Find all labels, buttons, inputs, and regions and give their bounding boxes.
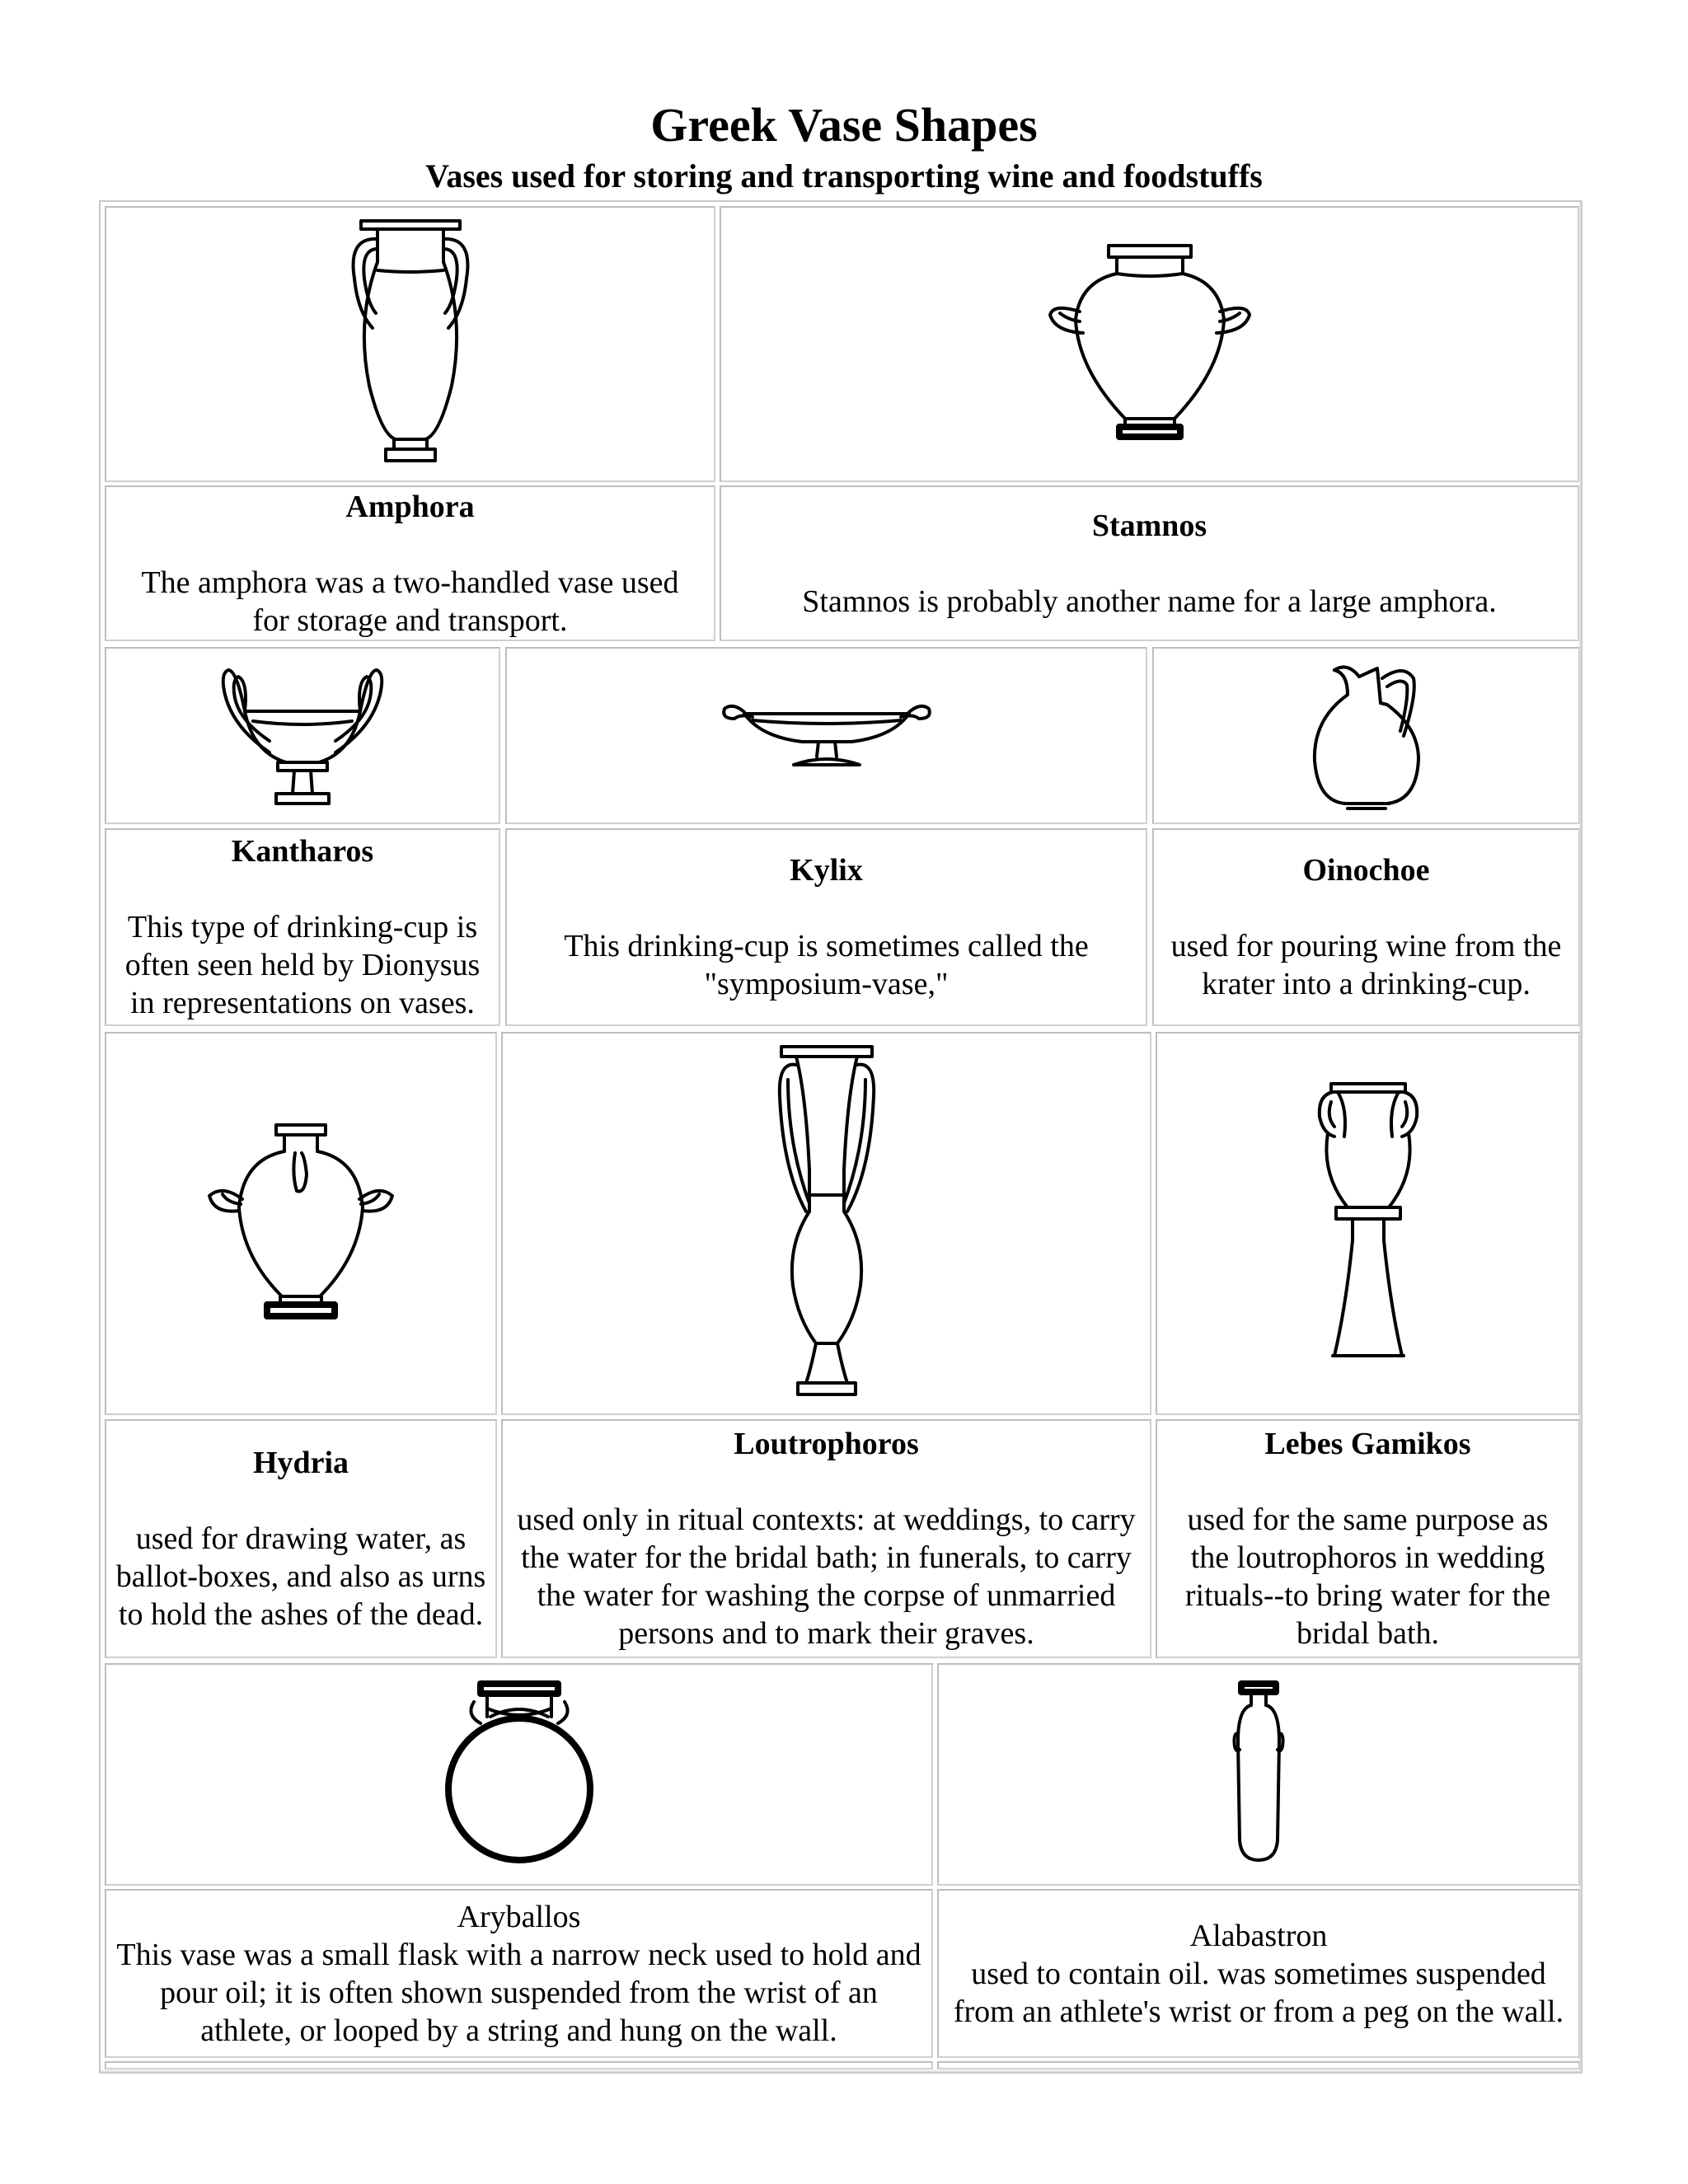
aryballos-text-cell: [105, 1889, 933, 2058]
kylix-image-cell: [505, 647, 1147, 824]
vase-description: Stamnos is probably another name for a large amphora.: [802, 583, 1497, 619]
lebes-gamikos-text-cell: [1156, 1419, 1580, 1658]
loutrophoros-image-cell: [501, 1032, 1151, 1415]
vase-description: used for pouring wine from the krater into a drinking-cup.: [1170, 929, 1562, 1001]
oinochoe-drawing: [1305, 662, 1428, 810]
hydria-drawing: [206, 1125, 396, 1323]
vase-name: Amphora: [345, 489, 475, 524]
vase-description: used for the same purpose as the loutrophoros in wedding rituals--to bring water for the bridal bath.: [1184, 1502, 1551, 1651]
amphora-drawing: [345, 221, 476, 468]
alabastron-drawing: [1230, 1684, 1287, 1865]
vase-name: Loutrophoros: [734, 1427, 919, 1461]
vase-name: Kantharos: [231, 834, 374, 869]
lebes-gamikos-drawing: [1315, 1084, 1422, 1364]
vase-name: Stamnos: [1091, 508, 1207, 543]
kylix-text-cell: [505, 828, 1147, 1026]
hydria-image-cell: [105, 1032, 497, 1415]
vase-name: Alabastron: [1189, 1918, 1328, 1953]
vase-name: Hydria: [252, 1446, 349, 1480]
vase-name: Lebes Gamikos: [1264, 1427, 1471, 1461]
vase-name: Kylix: [790, 853, 863, 888]
lebes-gamikos-image-cell: [1156, 1032, 1580, 1415]
hydria-text-cell: [105, 1419, 497, 1658]
vase-description: This drinking-cup is sometimes called the "symposium-vase,": [564, 929, 1089, 1001]
aryballos-image-cell: [105, 1663, 933, 1886]
vase-description: This type of drinking-cup is often seen held by Dionysus in representations on vases.: [124, 910, 481, 1020]
amphora-image-cell: [105, 206, 715, 482]
oinochoe-text-cell: [1152, 828, 1580, 1026]
vase-description: The amphora was a two-handled vase used for storage and transport.: [141, 565, 679, 638]
alabastron-text-cell: [937, 1889, 1580, 2058]
stamnos-text-cell: [720, 485, 1579, 641]
vase-name: Aryballos: [457, 1899, 581, 1934]
empty-row-cell: [937, 2061, 1580, 2069]
amphora-text-cell: [105, 485, 715, 641]
page-subtitle: Vases used for storing and transporting wine and foodstuffs: [425, 157, 1263, 194]
kantharos-text-cell: [105, 828, 500, 1026]
stamnos-drawing: [1047, 246, 1253, 443]
vase-description: This vase was a small flask with a narrow neck used to hold and pour oil; it is often shown suspended from the wrist of an athlete, or looped by a string and hung on the wall.: [116, 1937, 921, 2048]
loutrophoros-drawing: [773, 1047, 880, 1401]
alabastron-image-cell: [937, 1663, 1580, 1886]
page-title: Greek Vase Shapes: [650, 98, 1038, 152]
stamnos-image-cell: [720, 206, 1579, 482]
vase-name: Oinochoe: [1302, 853, 1430, 888]
aryballos-drawing: [441, 1684, 598, 1865]
empty-row-cell: [105, 2061, 933, 2069]
vase-description: used for drawing water, as ballot-boxes, and also as urns to hold the ashes of the dead.: [115, 1521, 486, 1632]
vase-description: used only in ritual contexts: at weddings, to carry the water for the bridal bath; in funerals, to carry the water for washing the corpse of unmarried persons and to mark their graves.: [517, 1502, 1136, 1651]
vase-description: used to contain oil. was sometimes suspended from an athlete's wrist or from a peg on the wall.: [953, 1956, 1564, 2029]
loutrophoros-text-cell: [501, 1419, 1151, 1658]
kantharos-image-cell: [105, 647, 500, 824]
kantharos-drawing: [220, 662, 385, 810]
kylix-drawing: [720, 699, 934, 773]
oinochoe-image-cell: [1152, 647, 1580, 824]
